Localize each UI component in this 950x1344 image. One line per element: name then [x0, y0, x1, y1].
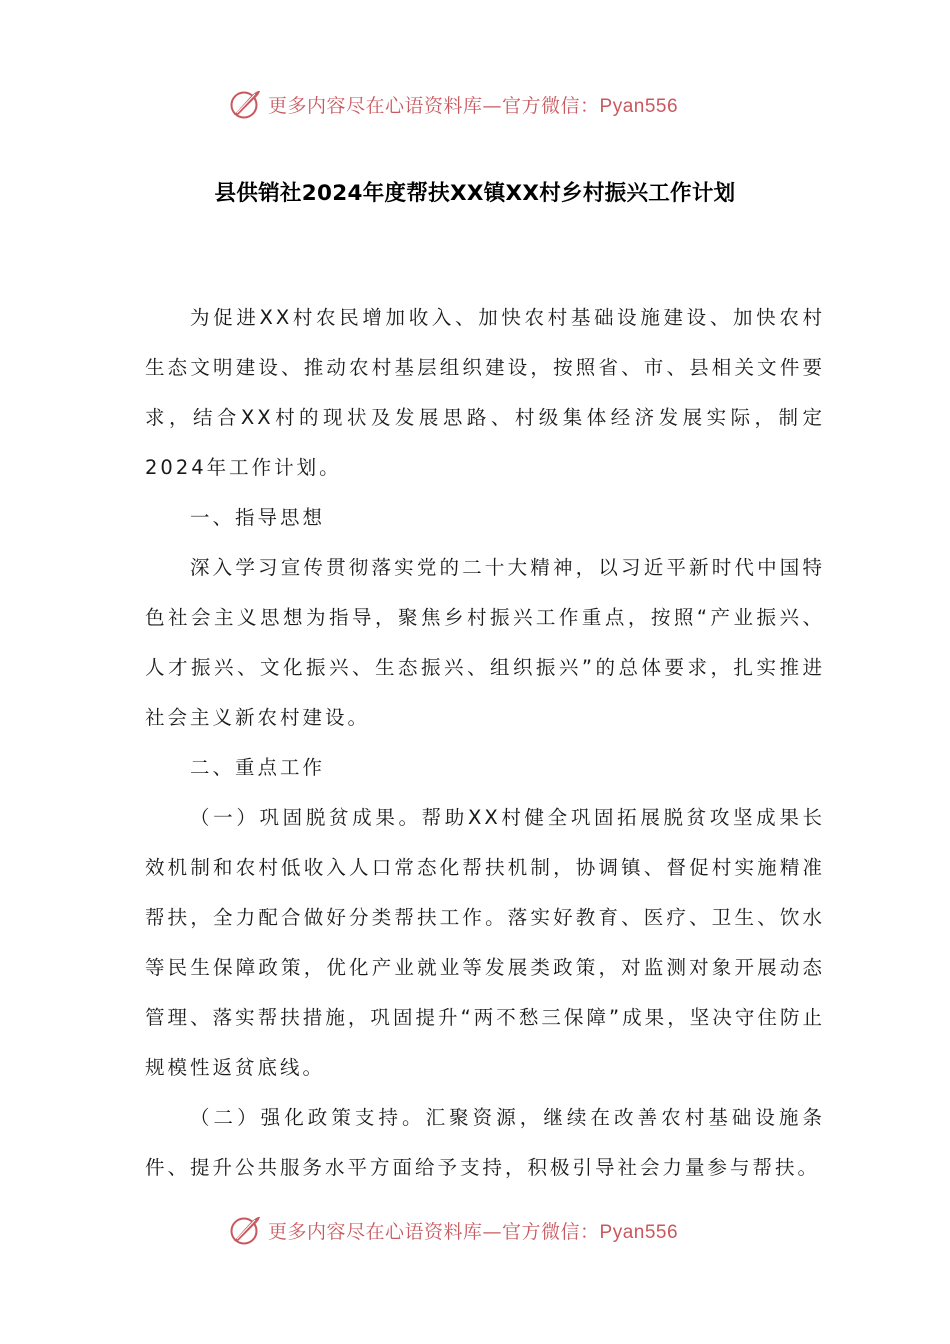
document-title: 县供销社2024年度帮扶XX镇XX村乡村振兴工作计划 — [214, 181, 736, 206]
key-work-item-2: （二）强化政策支持。汇聚资源，继续在改善农村基础设施条件、提升公共服务水平方面给予支持，积极引导社会力量参与帮扶。 — [145, 1106, 825, 1179]
guiding-ideology-paragraph: 深入学习宣传贯彻落实党的二十大精神，以习近平新时代中国特色社会主义思想为指导，聚焦乡村振兴工作重点，按照“产业振兴、人才振兴、文化振兴、生态振兴、组织振兴”的总体要求，扎实推进社会主义新农村建设。 — [145, 556, 825, 729]
quill-logo-icon — [228, 1213, 262, 1247]
watermark-text: 更多内容尽在心语资料库—官方微信：Pyan556 — [268, 1220, 679, 1243]
document-body — [145, 293, 825, 1193]
watermark-text: 更多内容尽在心语资料库—官方微信：Pyan556 — [268, 94, 679, 117]
section-heading-key-work: 二、重点工作 — [190, 756, 326, 779]
quill-logo-icon — [228, 87, 262, 121]
key-work-item-1: （一）巩固脱贫成果。帮助XX村健全巩固拓展脱贫攻坚成果长效机制和农村低收入人口常态化帮扶机制，协调镇、督促村实施精准帮扶，全力配合做好分类帮扶工作。落实好教育、医疗、卫生、饮水等民生保障政策，优化产业就业等发展类政策，对监测对象开展动态管理、落实帮扶措施，巩固提升“两不愁三保障”成果，坚决守住防止规模性返贫底线。 — [145, 806, 825, 1079]
intro-paragraph: 为促进XX村农民增加收入、加快农村基础设施建设、加快农村生态文明建设、推动农村基层组织建设，按照省、市、县相关文件要求，结合XX村的现状及发展思路、村级集体经济发展实际，制定2024年工作计划。 — [145, 306, 825, 479]
section-heading-guiding-ideology: 一、指导思想 — [190, 506, 326, 529]
watermark-banner-top — [228, 86, 678, 122]
watermark-banner-bottom — [228, 1212, 678, 1248]
